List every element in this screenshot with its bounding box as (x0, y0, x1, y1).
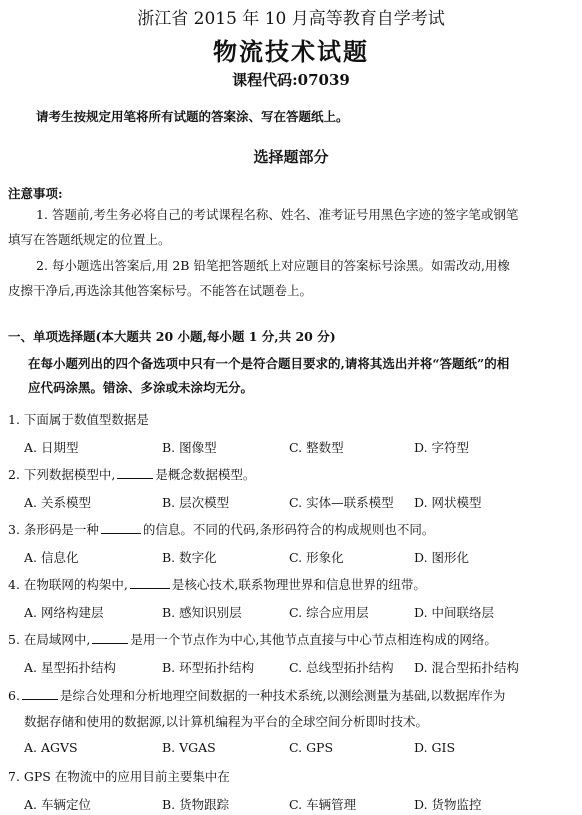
option-b: B. 数字化 (162, 550, 217, 565)
answer-blank (92, 631, 128, 644)
note-1-line-1: 1. 答题前,考生务必将自己的考试课程名称、姓名、准考证号用黑色字迹的签字笔或钢笔 (36, 207, 519, 222)
question-text-after-blank: 是综合处理和分析地理空间数据的一种技术系统,以测绘测量为基础,以数据库作为 (59, 688, 506, 703)
option-c: C. 总线型拓扑结构 (289, 660, 394, 675)
option-d: D. 中间联络层 (414, 605, 495, 620)
question-text: 5. 在局域网中, (8, 632, 91, 647)
answer-blank (130, 576, 170, 589)
question-7 (8, 767, 230, 785)
option-a: A. 信息化 (24, 550, 79, 565)
option-b: B. VGAS (162, 740, 216, 755)
option-c: C. GPS (289, 740, 334, 755)
question-1 (8, 410, 149, 428)
section-instruction-line-2: 应代码涂黑。错涂、多涂或未涂均无分。 (28, 380, 254, 395)
option-a: A. 日期型 (24, 440, 79, 455)
option-b: B. 图像型 (162, 440, 217, 455)
question-text: 1. 下面属于数值型数据是 (8, 412, 149, 427)
answer-blank (101, 521, 141, 534)
question-6-line-2: 数据存储和使用的数据源,以计算机编程为平台的全球空间分析即时技术。 (24, 714, 428, 729)
option-a: A. 车辆定位 (24, 797, 91, 812)
option-b: B. 层次模型 (162, 495, 230, 510)
option-d: D. 字符型 (414, 440, 470, 455)
option-c: C. 实体—联系模型 (289, 495, 394, 510)
answer-blank (117, 466, 153, 479)
note-2-line-1: 2. 每小题选出答案后,用 2B 铅笔把答题纸上对应题目的答案标号涂黑。如需改动,用橡 (36, 258, 510, 273)
option-b: B. 感知识别层 (162, 605, 242, 620)
option-d: D. 网状模型 (414, 495, 482, 510)
exam-title: 浙江省 2015 年 10 月高等教育自学考试 (137, 9, 445, 29)
question-text-after-blank: 的信息。不同的代码,条形码符合的构成规则也不同。 (142, 522, 435, 537)
option-a: A. AGVS (24, 740, 78, 755)
question-4 (8, 575, 426, 593)
general-instruction: 请考生按规定用笔将所有试题的答案涂、写在答题纸上。 (36, 109, 349, 124)
course-code: 课程代码:07039 (232, 71, 350, 89)
subject-title: 物流技术试题 (213, 37, 369, 66)
option-d: D. 混合型拓扑结构 (414, 660, 520, 675)
notes-title: 注意事项: (8, 186, 63, 201)
question-text-after-blank: 是核心技术,联系物理世界和信息世界的纽带。 (171, 577, 426, 592)
option-c: C. 车辆管理 (289, 797, 357, 812)
option-a: A. 网络构建层 (24, 605, 104, 620)
section-instruction-line-1: 在每小题列出的四个备选项中只有一个是符合题目要求的,请将其选出并将“答题纸”的相 (28, 356, 510, 371)
option-d: D. 货物监控 (414, 797, 482, 812)
question-2 (8, 465, 255, 483)
option-c: C. 综合应用层 (289, 605, 369, 620)
option-c: C. 整数型 (289, 440, 344, 455)
question-6 (8, 686, 505, 704)
note-2-line-2: 皮擦干净后,再选涂其他答案标号。不能答在试题卷上。 (8, 283, 312, 298)
option-d: D. 图形化 (414, 550, 470, 565)
question-text-after-blank: 是概念数据模型。 (155, 467, 256, 482)
question-text: 4. 在物联网的构架中, (8, 577, 128, 592)
option-d: D. GIS (414, 740, 456, 755)
option-c: C. 形象化 (289, 550, 344, 565)
option-a: A. 关系模型 (24, 495, 91, 510)
question-text: 6. (8, 688, 20, 703)
question-text-after-blank: 是用一个节点作为中心,其他节点直接与中心节点相连构成的网络。 (130, 632, 497, 647)
answer-blank (22, 687, 58, 700)
question-text: 2. 下列数据模型中, (8, 467, 116, 482)
part-title: 选择题部分 (253, 148, 329, 166)
question-5 (8, 630, 497, 648)
option-b: B. 货物跟踪 (162, 797, 230, 812)
question-text: 3. 条形码是一种 (8, 522, 99, 537)
question-text: 7. GPS 在物流中的应用目前主要集中在 (8, 769, 230, 784)
note-1-line-2: 填写在答题纸规定的位置上。 (8, 232, 171, 247)
option-a: A. 星型拓扑结构 (24, 660, 116, 675)
option-b: B. 环型拓扑结构 (162, 660, 255, 675)
section-title: 一、单项选择题(本大题共 20 小题,每小题 1 分,共 20 分) (8, 329, 336, 344)
question-3 (8, 520, 434, 538)
